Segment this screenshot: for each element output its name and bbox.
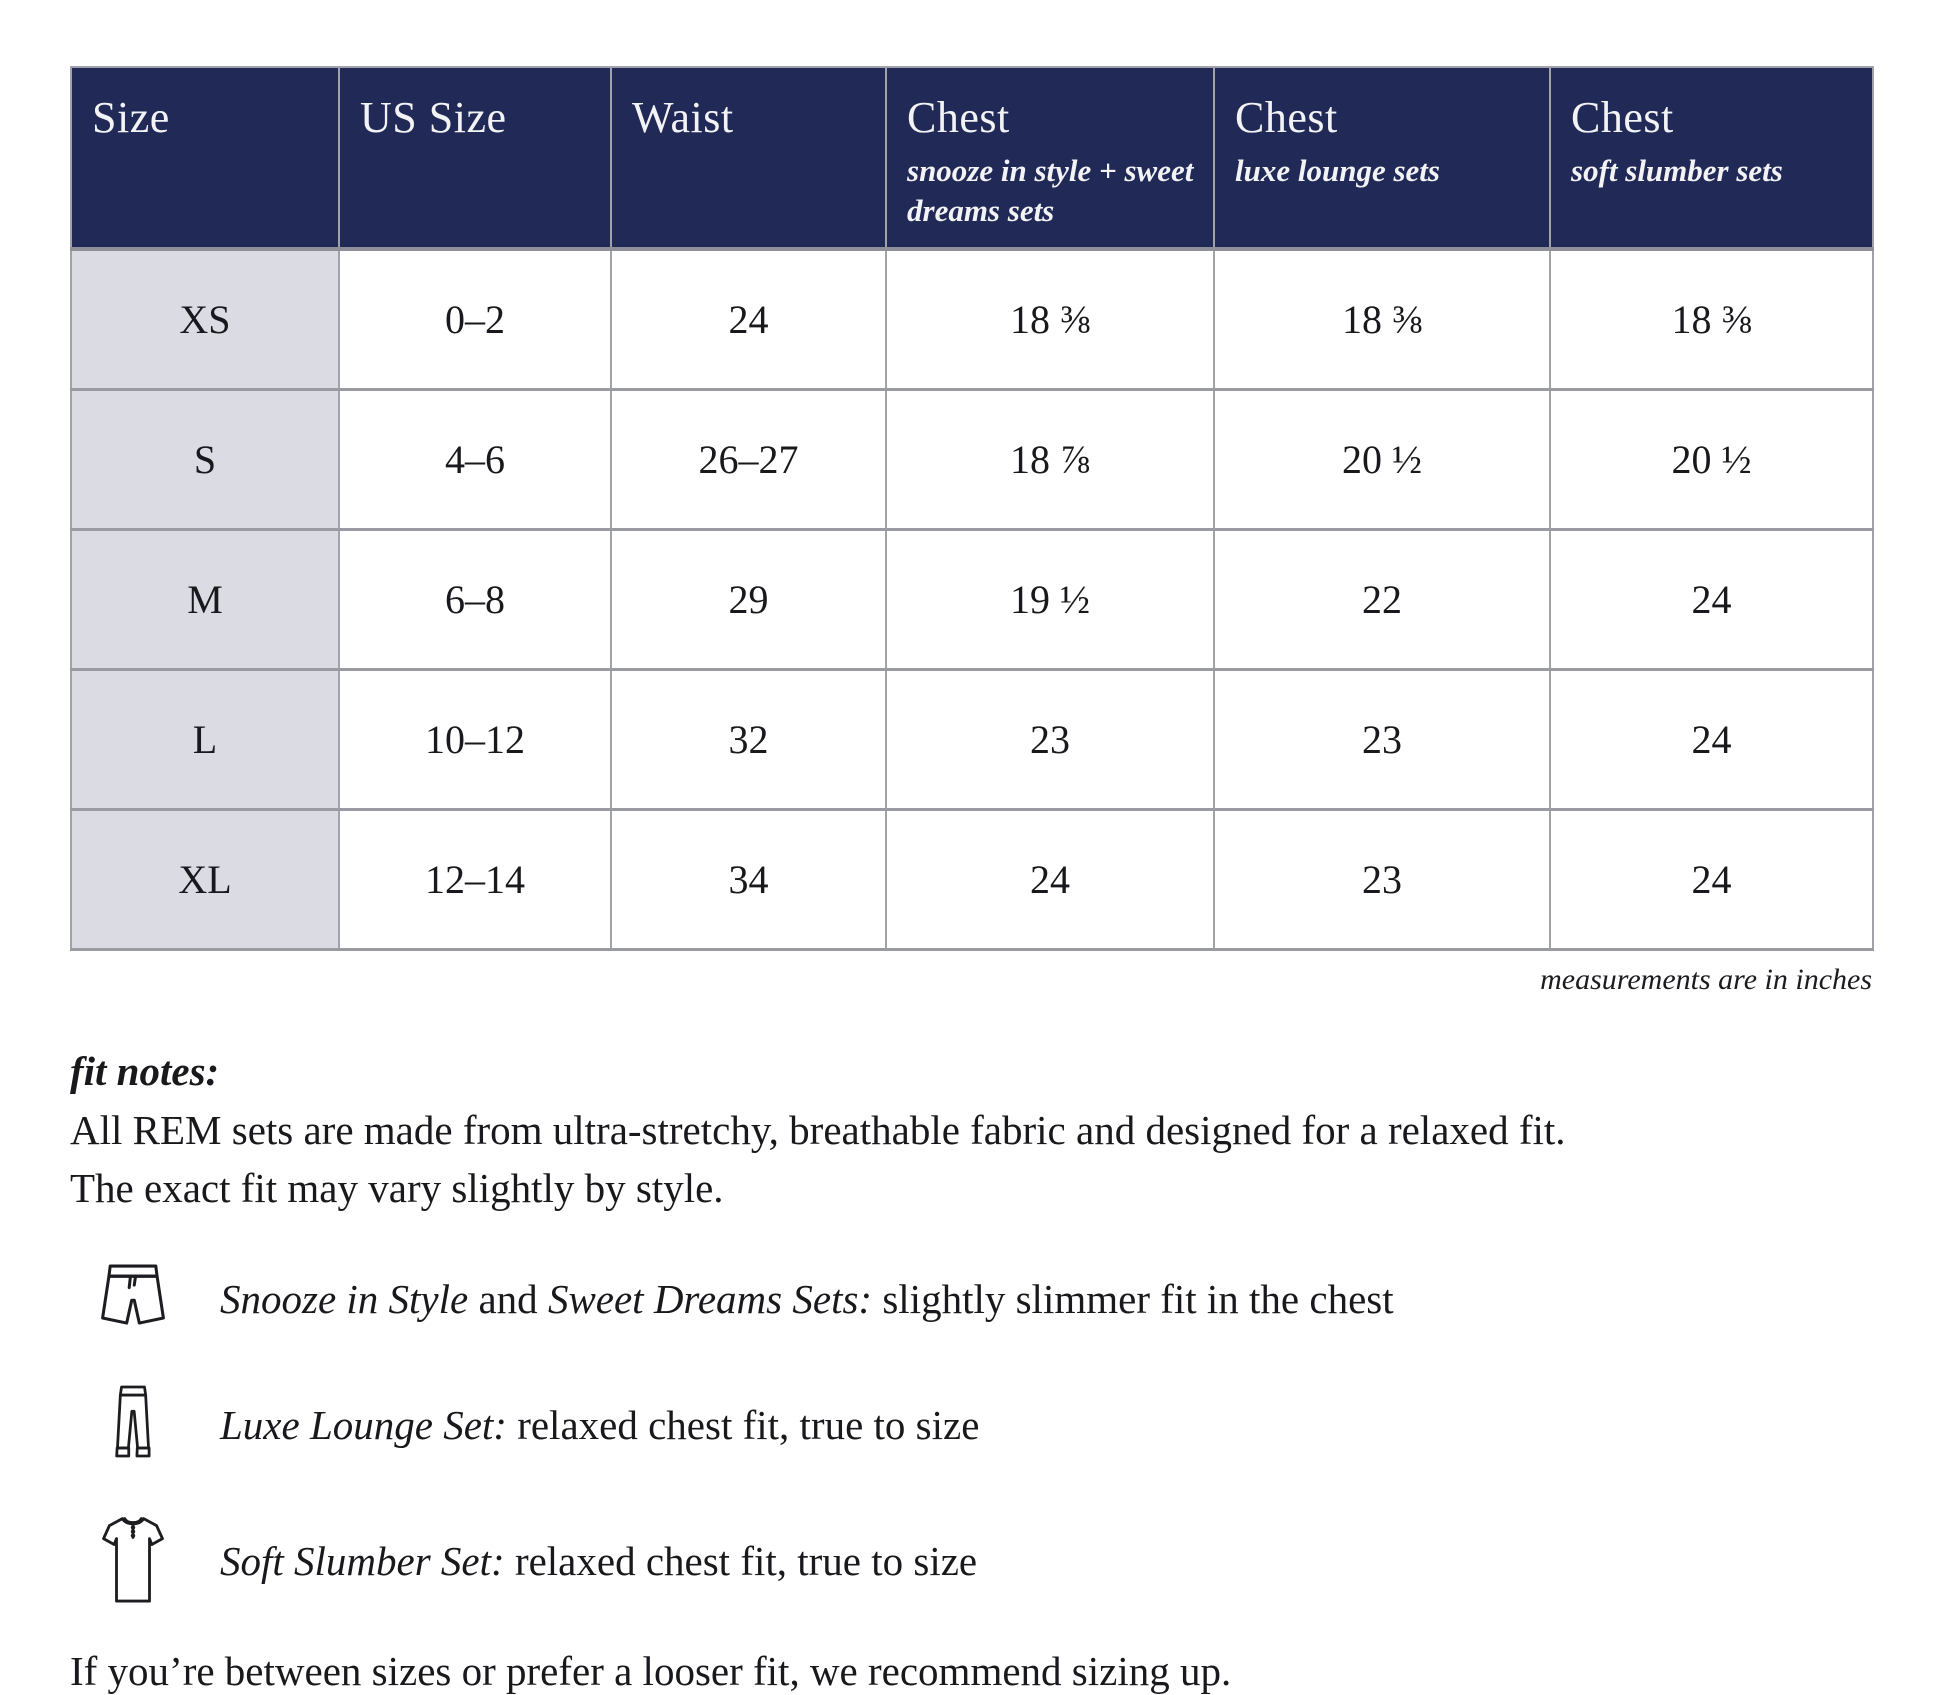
size-label-cell: M xyxy=(71,529,339,669)
col-header-chest-snooze xyxy=(886,67,1214,249)
fit-notes-heading: fit notes: xyxy=(70,1047,220,1094)
bullet-luxe-lounge xyxy=(70,1375,1946,1475)
fit-notes-section xyxy=(70,1047,1946,1695)
size-label-cell: S xyxy=(71,389,339,529)
size-label-cell: L xyxy=(71,669,339,809)
table-header xyxy=(71,67,1873,249)
pants-icon xyxy=(90,1375,176,1475)
chest-luxe-cell: 22 xyxy=(1214,529,1550,669)
chest-snooze-cell: 19 ½ xyxy=(886,529,1214,669)
chest-snooze-cell: 18 ⅜ xyxy=(886,249,1214,389)
col-title: Waist xyxy=(632,93,734,142)
table-row-m xyxy=(71,529,1873,669)
shorts-icon xyxy=(90,1261,176,1337)
fit-description: relaxed chest fit, true to size xyxy=(504,1537,978,1584)
table-row-l xyxy=(71,669,1873,809)
chest-snooze-cell: 23 xyxy=(886,669,1214,809)
size-label-cell: XL xyxy=(71,809,339,949)
fit-notes-intro-line1: All REM sets are made from ultra-stretchy, breathable fabric and designed for a relaxed fit. xyxy=(70,1106,1566,1153)
chest-slumber-cell: 20 ½ xyxy=(1550,389,1873,529)
us-size-cell: 10–12 xyxy=(339,669,611,809)
tshirt-icon xyxy=(90,1513,176,1609)
set-name: Snooze in Style xyxy=(220,1275,469,1322)
bullet-text xyxy=(220,1401,979,1449)
bullet-soft-slumber xyxy=(70,1513,1946,1609)
waist-cell: 24 xyxy=(611,249,886,389)
chest-slumber-cell: 24 xyxy=(1550,529,1873,669)
fit-notes-bullets xyxy=(70,1261,1946,1609)
header-row xyxy=(71,67,1873,249)
chest-slumber-cell: 24 xyxy=(1550,669,1873,809)
col-subtitle: luxe lounge sets xyxy=(1235,153,1440,188)
waist-cell: 34 xyxy=(611,809,886,949)
col-subtitle: soft slumber sets xyxy=(1571,153,1783,188)
col-header-waist xyxy=(611,67,886,249)
bullet-text xyxy=(220,1537,977,1585)
joiner: and xyxy=(468,1275,548,1322)
set-name-2: Sweet Dreams Sets: xyxy=(547,1275,873,1322)
bullet-text xyxy=(220,1275,1394,1323)
table-row-xl xyxy=(71,809,1873,949)
waist-cell: 32 xyxy=(611,669,886,809)
set-name: Luxe Lounge Set: xyxy=(220,1401,507,1448)
col-title: Chest xyxy=(1235,93,1338,142)
fit-description: relaxed chest fit, true to size xyxy=(506,1401,980,1448)
waist-cell: 26–27 xyxy=(611,389,886,529)
col-header-chest-slumber xyxy=(1550,67,1873,249)
chest-slumber-cell: 18 ⅜ xyxy=(1550,249,1873,389)
bullet-snooze-sweet xyxy=(70,1261,1946,1337)
us-size-cell: 12–14 xyxy=(339,809,611,949)
col-header-us-size xyxy=(339,67,611,249)
col-subtitle: snooze in style + sweet dreams sets xyxy=(907,153,1194,228)
table-row-xs xyxy=(71,249,1873,389)
fit-notes-intro xyxy=(70,1101,1570,1217)
chest-snooze-cell: 18 ⅞ xyxy=(886,389,1214,529)
us-size-cell: 0–2 xyxy=(339,249,611,389)
col-header-chest-luxe xyxy=(1214,67,1550,249)
waist-cell: 29 xyxy=(611,529,886,669)
chest-luxe-cell: 20 ½ xyxy=(1214,389,1550,529)
fit-notes-intro-line2: The exact fit may vary slightly by style. xyxy=(70,1164,724,1211)
col-title: Size xyxy=(92,93,170,142)
chest-luxe-cell: 23 xyxy=(1214,809,1550,949)
units-caption: measurements are in inches xyxy=(1540,962,1872,996)
chest-slumber-cell: 24 xyxy=(1550,809,1873,949)
col-title: US Size xyxy=(360,93,507,142)
fit-description: slightly slimmer fit in the chest xyxy=(872,1275,1394,1322)
col-title: Chest xyxy=(1571,93,1674,142)
table-row-s xyxy=(71,389,1873,529)
us-size-cell: 6–8 xyxy=(339,529,611,669)
chest-luxe-cell: 18 ⅜ xyxy=(1214,249,1550,389)
set-name: Soft Slumber Set: xyxy=(220,1537,505,1584)
sizing-up-note: If you’re between sizes or prefer a looser fit, we recommend sizing up. xyxy=(70,1647,1232,1694)
table-body xyxy=(71,249,1873,949)
size-label-cell: XS xyxy=(71,249,339,389)
col-title: Chest xyxy=(907,93,1010,142)
chest-snooze-cell: 24 xyxy=(886,809,1214,949)
chest-luxe-cell: 23 xyxy=(1214,669,1550,809)
us-size-cell: 4–6 xyxy=(339,389,611,529)
col-header-size xyxy=(71,67,339,249)
size-chart-table xyxy=(70,66,1874,951)
